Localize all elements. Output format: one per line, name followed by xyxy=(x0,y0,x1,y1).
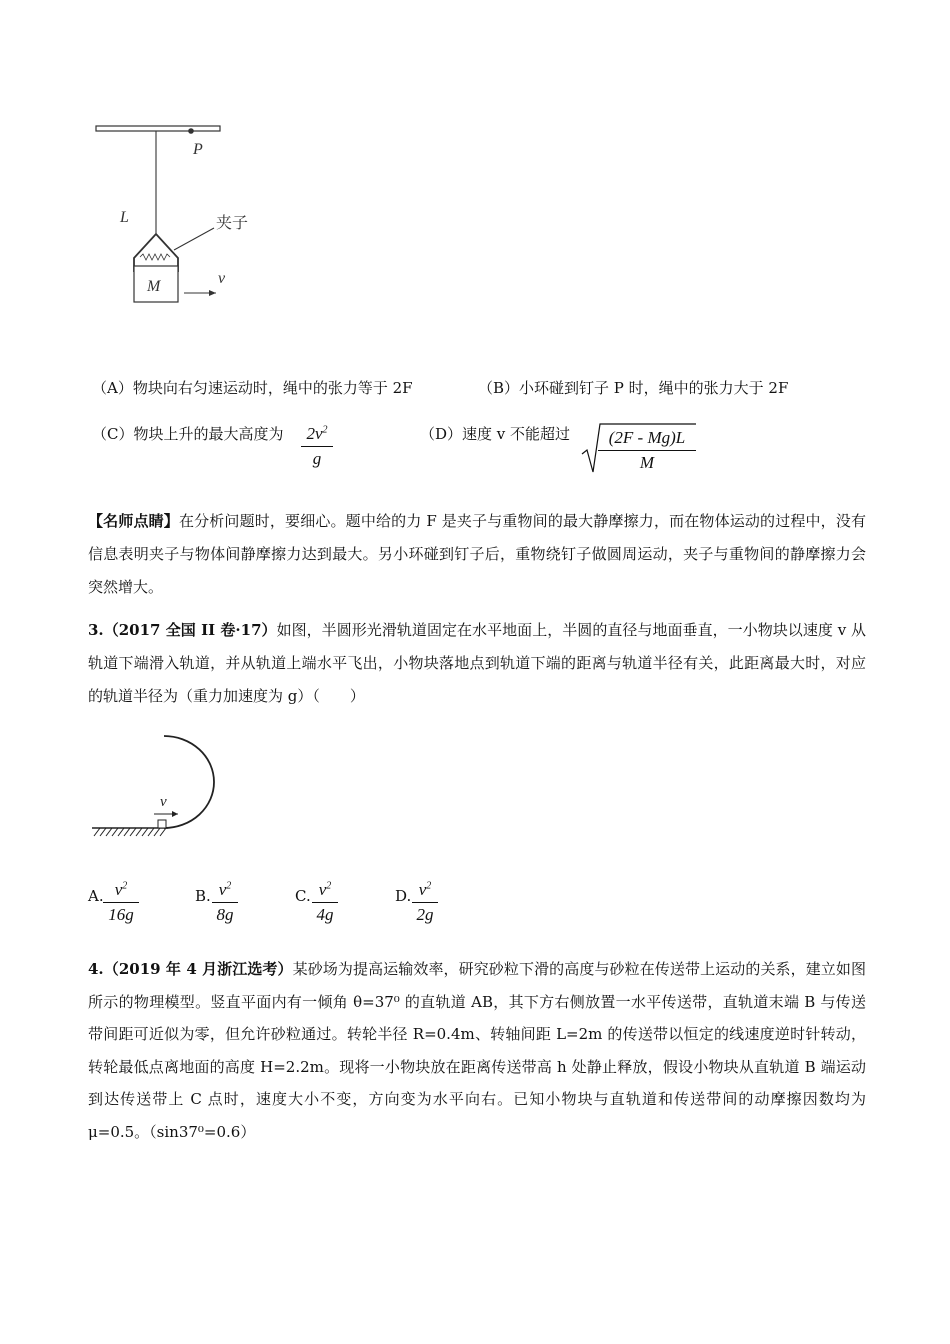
option-B: （B）小环碰到钉子 P 时，绳中的张力大于 2F xyxy=(478,379,789,397)
tip-text: 在分析问题时，要细心。题中给的力 F 是夹子与重物间的最大静摩擦力，而在物体运动的过程中，没有信息表明夹子与物体间静摩擦力达到最大。另小环碰到钉子后，重物绕钉子做圆周运动，夹子与重物间的静摩擦力会突然增大。 xyxy=(88,512,866,596)
q3-option-A-letter: A. xyxy=(88,887,104,905)
semicircle-track-figure xyxy=(88,728,228,843)
option-D: （D）速度 v 不能超过 xyxy=(420,425,571,443)
q3-option-A-fraction: $v^2$ 16g xyxy=(103,880,139,925)
label-P: P xyxy=(193,141,203,158)
ground-hatching xyxy=(94,828,166,836)
label-v: v xyxy=(160,794,167,810)
q3-option-B-fraction: $v^2$ 8g xyxy=(212,880,238,925)
q3-option-B-letter: B. xyxy=(195,887,211,905)
label-M: M xyxy=(147,278,161,295)
q3-number: 3. xyxy=(88,621,104,639)
label-v: v xyxy=(218,270,226,287)
option-D-fraction: (2F - Mg)L M xyxy=(598,428,696,473)
question-3 xyxy=(88,614,866,713)
q3-text: 如图，半圆形光滑轨道固定在水平地面上，半圆的直径与地面垂直，一小物块以速度 v 从轨道下端滑入轨道，并从轨道上端水平飞出，小物块落地点到轨道下端的距离与轨道半径有关，此距离最大时，对应的轨道半径为（重力加速度为 g）（ ） xyxy=(88,621,866,705)
clip-pointer xyxy=(174,228,214,250)
option-C: （C）物块上升的最大高度为 xyxy=(92,425,284,443)
q4-source: （2019 年 4 月浙江选考） xyxy=(103,960,293,978)
tip-tag: 【名师点睛】 xyxy=(88,512,179,530)
q3-option-C-fraction: $v^2$ 4g xyxy=(312,880,338,925)
question-4 xyxy=(88,953,866,1149)
q3-option-D-fraction: $v^2$ 2g xyxy=(412,880,438,925)
tip-paragraph xyxy=(88,505,866,604)
q4-number: 4. xyxy=(88,960,104,978)
q3-option-C-letter: C. xyxy=(295,887,311,905)
pendulum-figure xyxy=(90,118,280,308)
nail-P xyxy=(188,128,194,134)
option-C-fraction: $2v^2$ g xyxy=(301,424,333,469)
small-block xyxy=(158,820,166,828)
label-clip: 夹子 xyxy=(216,213,249,232)
ceiling-bar xyxy=(96,126,220,131)
clip-spring xyxy=(140,254,170,260)
label-L: L xyxy=(120,209,129,226)
q3-source: （2017 全国 II 卷·17） xyxy=(103,621,277,639)
option-A: （A）物块向右匀速运动时，绳中的张力等于 2F xyxy=(92,379,413,397)
q3-option-D-letter: D. xyxy=(395,887,412,905)
q4-text: 某砂场为提高运输效率，研究砂粒下滑的高度与砂粒在传送带上运动的关系，建立如图所示的物理模型。竖直平面内有一倾角 θ=37⁰ 的直轨道 AB，其下方右侧放置一水平传送带，直轨道末端 B 与传送带间距可近似为零，但允许砂粒通过。转轮半径 R=0.4m、转轴间距 L=2m 的传送带以恒定的线速度逆时针转动，转轮最低点离地面的高度 H=2.2m。现将一小物块放在距离传送带高 h 处静止释放，假设小物块从直轨道 B 端运动到达传送带上 C 点时，速度大小不变，方向变为水平向右。已知小物块与直轨道和传送带间的动摩擦因数均为 μ=0.5。（sin37⁰=0.6） xyxy=(88,960,866,1141)
